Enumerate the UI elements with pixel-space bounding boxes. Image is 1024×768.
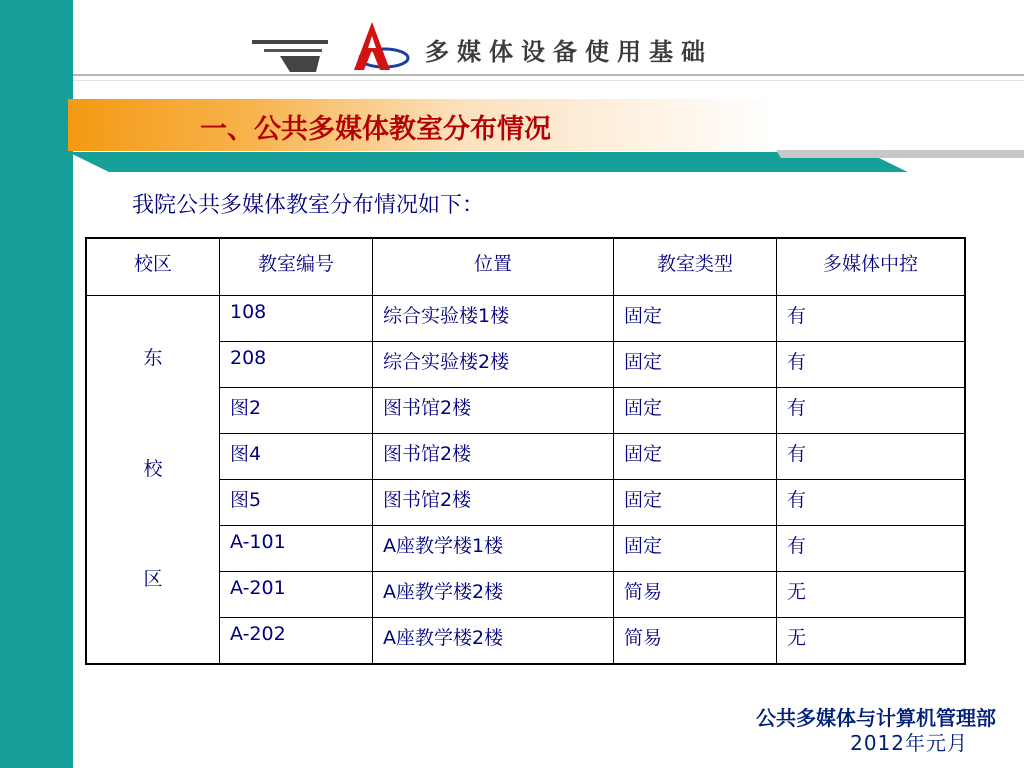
control-cell: 有 [777, 388, 966, 434]
type-cell: 固定 [614, 434, 777, 480]
room-cell: 图4 [220, 434, 373, 480]
footer [756, 706, 996, 756]
room-cell: 208 [220, 342, 373, 388]
type-cell: 简易 [614, 572, 777, 618]
type-cell: 固定 [614, 296, 777, 342]
header-rule [73, 74, 1024, 76]
control-cell: 无 [777, 618, 966, 665]
header-title: 多媒体设备使用基础 [425, 38, 713, 66]
location-cell: 图书馆2楼 [373, 434, 614, 480]
control-cell: 有 [777, 434, 966, 480]
room-cell: A-202 [220, 618, 373, 665]
campus-char: 校 [143, 458, 163, 480]
location-cell: A座教学楼1楼 [373, 526, 614, 572]
location-cell: 综合实验楼2楼 [373, 342, 614, 388]
control-cell: 有 [777, 296, 966, 342]
table-header-row [86, 238, 965, 296]
location-cell: A座教学楼2楼 [373, 618, 614, 665]
location-cell: 图书馆2楼 [373, 388, 614, 434]
slide-title: 一、公共多媒体教室分布情况 [200, 114, 551, 145]
room-cell: 108 [220, 296, 373, 342]
footer-date: 2012年元月 [850, 731, 968, 755]
title-banner-stripe-grey [776, 150, 1024, 158]
campus-char: 区 [143, 568, 163, 590]
type-cell: 固定 [614, 480, 777, 526]
footer-org: 公共多媒体与计算机管理部 [756, 706, 996, 730]
header-rule-light [73, 80, 1024, 81]
type-cell: 固定 [614, 342, 777, 388]
classroom-table [85, 237, 966, 665]
room-cell: 图2 [220, 388, 373, 434]
column-header-location: 位置 [373, 238, 614, 296]
location-cell: 综合实验楼1楼 [373, 296, 614, 342]
room-cell: A-201 [220, 572, 373, 618]
type-cell: 固定 [614, 388, 777, 434]
column-header-campus: 校区 [86, 238, 220, 296]
control-cell: 有 [777, 342, 966, 388]
type-cell: 简易 [614, 618, 777, 665]
campus-label [87, 296, 219, 663]
intro-text: 我院公共多媒体教室分布情况如下： [132, 193, 485, 218]
control-cell: 无 [777, 572, 966, 618]
campus-char: 东 [143, 347, 163, 369]
type-cell: 固定 [614, 526, 777, 572]
column-header-control: 多媒体中控 [777, 238, 966, 296]
table-row [86, 296, 965, 342]
control-cell: 有 [777, 480, 966, 526]
location-cell: A座教学楼2楼 [373, 572, 614, 618]
column-header-type: 教室类型 [614, 238, 777, 296]
left-accent-bar [0, 0, 73, 768]
campus-cell [86, 296, 220, 665]
room-cell: 图5 [220, 480, 373, 526]
logo-icon [350, 20, 410, 78]
table-body [86, 296, 965, 665]
location-cell: 图书馆2楼 [373, 480, 614, 526]
control-cell: 有 [777, 526, 966, 572]
header-emblem-icon [250, 36, 330, 76]
room-cell: A-101 [220, 526, 373, 572]
column-header-room: 教室编号 [220, 238, 373, 296]
